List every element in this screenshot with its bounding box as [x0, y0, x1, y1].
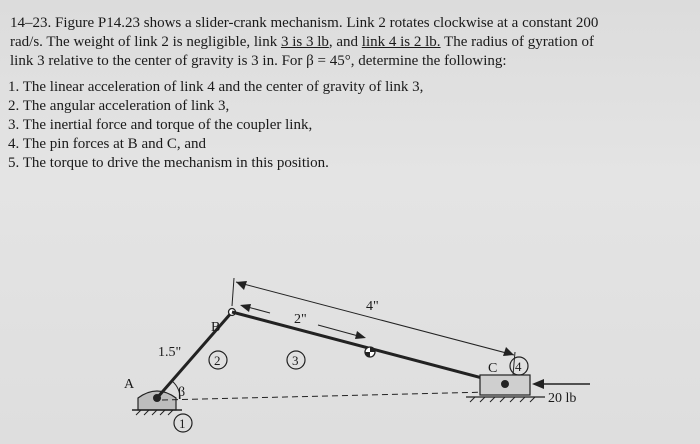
link-2-badge [209, 351, 227, 369]
ground-pivot-a [132, 391, 182, 415]
task-item-2: 2. The angular acceleration of link 3, [8, 98, 230, 114]
label-c: C [488, 361, 498, 376]
svg-text:3: 3 [292, 353, 299, 368]
link-3-badge [287, 351, 305, 369]
dim-link-label: 4" [366, 299, 379, 314]
slider-block-4 [466, 375, 545, 402]
task-item-1: 1. The linear acceleration of link 4 and the center of gravity of link 3, [8, 79, 424, 95]
dimension-link-length [232, 278, 515, 375]
dim-crank-label: 1.5" [158, 345, 182, 360]
link4-weight: link 4 is 2 lb. [361, 34, 441, 50]
reference-line [162, 392, 490, 400]
svg-text:4: 4 [515, 359, 522, 374]
force-label: 20 lb [548, 391, 577, 406]
task-item-3: 3. The inertial force and torque of the coupler link, [8, 117, 313, 133]
problem-line-3: link 3 relative to the center of gravity is 3 in. For β = 45°, determine the following: [10, 53, 507, 69]
problem-line-2: rad/s. The weight of link 2 is negligible, link 3 is 3 lb, and link 4 is 2 lb. The radius of gyration of [10, 34, 594, 50]
svg-text:2: 2 [214, 353, 221, 368]
link3-weight: 3 is 3 lb [280, 34, 329, 50]
link-1-badge [174, 414, 192, 432]
dim-cg-label: 2" [294, 312, 307, 327]
task-item-4: 4. The pin forces at B and C, and [8, 136, 207, 152]
task-item-5: 5. The torque to drive the mechanism in this position. [8, 155, 329, 171]
svg-text:1: 1 [179, 416, 186, 431]
problem-line-1: 14–23. Figure P14.23 shows a slider-crank mechanism. Link 2 rotates clockwise at a constant 200 [10, 15, 599, 31]
cg-marker [365, 347, 375, 357]
label-b-top: B [211, 320, 221, 335]
label-beta: β [178, 385, 186, 400]
force-arrow [532, 379, 590, 389]
label-a: A [124, 377, 135, 392]
link-4-badge [510, 357, 528, 375]
